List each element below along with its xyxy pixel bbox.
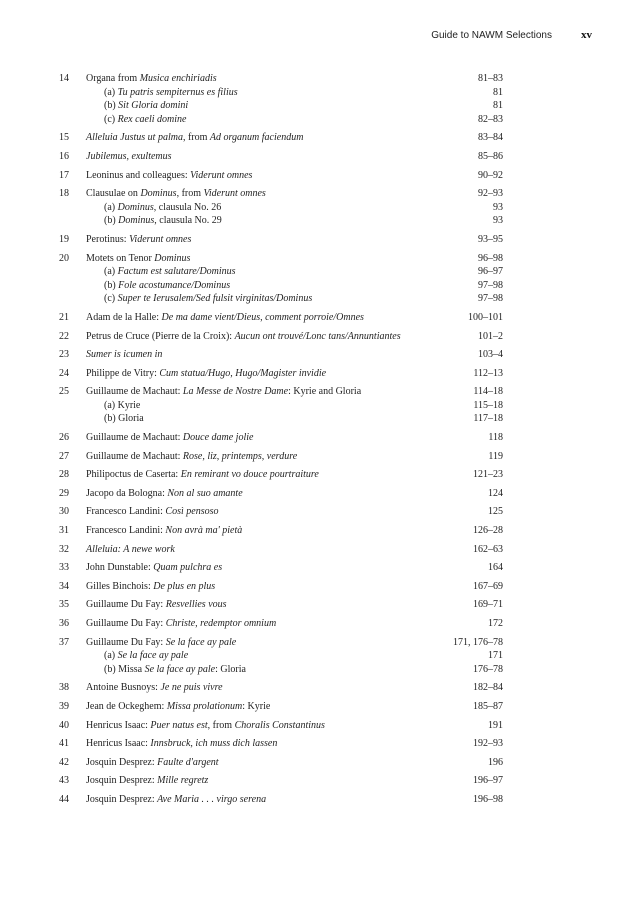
- entry-pages: 119: [488, 450, 503, 462]
- entry-row: [0, 505, 630, 519]
- sub-entry-title: (b) Sit Gloria domini: [104, 100, 189, 112]
- entry-pages: 164: [488, 562, 503, 574]
- sub-entry-title: (a) Kyrie: [104, 399, 141, 411]
- entry-pages: 192–93: [473, 738, 503, 750]
- entry-pages: 114–18: [473, 386, 503, 398]
- entry-number: 36: [59, 618, 69, 629]
- sub-entry-row: [0, 279, 630, 293]
- sub-entry-pages: 96–97: [478, 266, 503, 278]
- entry-row: [0, 450, 630, 464]
- sub-entry-title: (b) Dominus, clausula No. 29: [104, 215, 222, 227]
- entry-title: Guillaume de Machaut: Rose, liz, printemps, verdure: [86, 450, 298, 462]
- list-item: [0, 561, 630, 575]
- list-item: [0, 598, 630, 612]
- entry-pages: 100–101: [468, 311, 503, 323]
- entry-number: 44: [59, 793, 69, 805]
- entry-row: [0, 756, 630, 770]
- sub-entry-pages: 176–78: [473, 663, 503, 675]
- entry-title: Motets on Tenor Dominus: [86, 252, 191, 264]
- sub-entry-row: [0, 399, 630, 413]
- sub-entry-title: (a) Tu patris sempiternus es filius: [104, 86, 238, 98]
- entry-pages: 118: [488, 432, 503, 444]
- entry-title: Alleluia: A newe work: [86, 543, 175, 555]
- entry-row: [0, 681, 630, 695]
- entry-title: Antoine Busnoys: Je ne puis vivre: [86, 682, 223, 694]
- entry-title: Guillaume Du Fay: Resvellies vous: [86, 599, 227, 611]
- entry-number: 33: [59, 562, 69, 574]
- entry-row: [0, 793, 630, 807]
- entry-title: Guillaume Du Fay: Christe, redemptor omnium: [86, 618, 277, 629]
- entry-row: [0, 72, 630, 86]
- entry-row: [0, 737, 630, 751]
- entry-pages: 191: [488, 719, 503, 731]
- list-item: [0, 774, 630, 788]
- entry-number: 30: [59, 506, 69, 518]
- sub-entry-title: (a) Factum est salutare/Dominus: [104, 266, 236, 278]
- entry-row: [0, 348, 630, 362]
- entry-title: Alleluia Justus ut palma, from Ad organum faciendum: [86, 132, 304, 144]
- sub-entry-title: (a) Dominus, clausula No. 26: [104, 201, 222, 213]
- sub-entry-pages: 93: [493, 201, 503, 213]
- entry-number: 32: [59, 543, 69, 555]
- entry-title: Josquin Desprez: Mille regretz: [86, 775, 209, 787]
- sub-entry-row: [0, 113, 630, 127]
- entry-pages: 167–69: [473, 580, 503, 592]
- entry-number: 14: [59, 73, 69, 84]
- entry-row: [0, 367, 630, 381]
- list-item: [0, 719, 630, 733]
- sub-entry-row: [0, 412, 630, 426]
- entry-row: [0, 311, 630, 325]
- list-item: [0, 252, 630, 306]
- list-item: [0, 311, 630, 325]
- entry-row: [0, 468, 630, 482]
- entry-number: 26: [59, 432, 69, 444]
- entry-number: 17: [59, 169, 69, 181]
- entry-title: Guillaume Du Fay: Se la face ay pale: [86, 636, 237, 648]
- entry-pages: 125: [488, 506, 503, 518]
- entry-title: Organa from Musica enchiriadis: [86, 73, 217, 84]
- entry-title: Leoninus and colleagues: Viderunt omnes: [86, 169, 253, 181]
- list-item: [0, 487, 630, 501]
- list-item: [0, 580, 630, 594]
- entry-pages: 196–97: [473, 775, 503, 787]
- sub-entry-title: (a) Se la face ay pale: [104, 650, 189, 662]
- entry-number: 22: [59, 330, 69, 342]
- entry-pages: 172: [488, 618, 503, 629]
- entry-pages: 103–4: [478, 349, 503, 361]
- entry-pages: 112–13: [473, 367, 503, 379]
- entry-row: [0, 617, 630, 631]
- entry-row: [0, 187, 630, 201]
- entry-row: [0, 543, 630, 557]
- entry-title: Gilles Binchois: De plus en plus: [86, 580, 216, 592]
- list-item: [0, 524, 630, 538]
- entry-row: [0, 719, 630, 733]
- entry-title: Perotinus: Viderunt omnes: [86, 233, 192, 245]
- list-item: [0, 431, 630, 445]
- sub-entry-row: [0, 214, 630, 228]
- entry-title: Sumer is icumen in: [86, 349, 163, 361]
- sub-entry-title: (b) Missa Se la face ay pale: Gloria: [104, 663, 246, 675]
- list-item: [0, 756, 630, 770]
- entry-pages: 124: [488, 487, 503, 499]
- entry-number: 40: [59, 719, 69, 731]
- entry-title: Jacopo da Bologna: Non al suo amante: [86, 487, 243, 499]
- list-item: [0, 72, 630, 126]
- sub-entry-pages: 115–18: [473, 399, 503, 411]
- entry-number: 41: [59, 738, 69, 750]
- entry-title: Clausulae on Dominus, from Viderunt omnes: [86, 188, 266, 200]
- entry-number: 24: [59, 367, 69, 379]
- sub-entry-pages: 97–98: [478, 293, 503, 305]
- page-number: xv: [581, 29, 592, 41]
- entry-title: Henricus Isaac: Puer natus est, from Choralis Constantinus: [86, 719, 325, 731]
- list-item: [0, 385, 630, 426]
- entry-row: [0, 598, 630, 612]
- entry-number: 20: [59, 252, 69, 264]
- list-item: [0, 636, 630, 677]
- sub-entry-title: (c) Super te Ierusalem/Sed fulsit virginitas/Dominus: [104, 293, 313, 305]
- entry-pages: 85–86: [478, 150, 503, 162]
- entry-number: 16: [59, 150, 69, 162]
- entry-number: 18: [59, 188, 69, 200]
- sub-entry-pages: 81: [493, 100, 503, 112]
- entry-pages: 96–98: [478, 252, 503, 264]
- sub-entry-row: [0, 265, 630, 279]
- entry-row: [0, 131, 630, 145]
- list-item: [0, 543, 630, 557]
- sub-entry-row: [0, 86, 630, 100]
- entry-title: Guillaume de Machaut: La Messe de Nostre Dame: Kyrie and Gloria: [86, 386, 362, 398]
- list-item: [0, 348, 630, 362]
- sub-entry-pages: 93: [493, 215, 503, 227]
- sub-entry-pages: 97–98: [478, 279, 503, 291]
- sub-entry-row: [0, 663, 630, 677]
- entry-title: Philippe de Vitry: Cum statua/Hugo, Hugo/Magister invidie: [86, 367, 327, 379]
- entry-title: Josquin Desprez: Ave Maria . . . virgo serena: [86, 793, 267, 805]
- entry-pages: 185–87: [473, 700, 503, 712]
- sub-entry-pages: 81: [493, 86, 503, 98]
- entry-title: Henricus Isaac: Innsbruck, ich muss dich lassen: [86, 738, 278, 750]
- entry-number: 42: [59, 756, 69, 768]
- list-item: [0, 450, 630, 464]
- entry-row: [0, 524, 630, 538]
- list-item: [0, 468, 630, 482]
- entry-pages: 196: [488, 756, 503, 768]
- entry-number: 29: [59, 487, 69, 499]
- list-item: [0, 233, 630, 247]
- sub-entry-pages: 82–83: [478, 113, 503, 125]
- sub-entry-row: [0, 201, 630, 215]
- list-item: [0, 737, 630, 751]
- entry-number: 38: [59, 682, 69, 694]
- entry-pages: 171, 176–78: [453, 636, 503, 648]
- list-item: [0, 505, 630, 519]
- entry-pages: 121–23: [473, 469, 503, 481]
- list-item: [0, 681, 630, 695]
- entry-title: Guillaume de Machaut: Douce dame jolie: [86, 432, 254, 444]
- entry-row: [0, 169, 630, 183]
- running-header-title: Guide to NAWM Selections: [431, 30, 552, 41]
- entry-title: Francesco Landini: Non avrà ma' pietà: [86, 525, 243, 537]
- entry-number: 35: [59, 599, 69, 611]
- list-item: [0, 169, 630, 183]
- sub-entry-pages: 171: [488, 650, 503, 662]
- entry-pages: 169–71: [473, 599, 503, 611]
- entry-row: [0, 233, 630, 247]
- entry-row: [0, 580, 630, 594]
- entry-number: 25: [59, 386, 69, 398]
- entry-row: [0, 252, 630, 266]
- entry-row: [0, 636, 630, 650]
- entry-number: 43: [59, 775, 69, 787]
- sub-entry-title: (b) Fole acostumance/Dominus: [104, 279, 231, 291]
- entry-row: [0, 431, 630, 445]
- sub-entry-row: [0, 292, 630, 306]
- sub-entry-row: [0, 99, 630, 113]
- sub-entry-title: (c) Rex caeli domine: [104, 113, 187, 125]
- entry-row: [0, 330, 630, 344]
- entry-number: 34: [59, 580, 69, 592]
- entry-pages: 126–28: [473, 525, 503, 537]
- entry-title: Jean de Ockeghem: Missa prolationum: Kyrie: [86, 700, 271, 712]
- entry-title: Josquin Desprez: Faulte d'argent: [86, 756, 219, 768]
- entry-row: [0, 487, 630, 501]
- entry-pages: 81–83: [478, 73, 503, 84]
- entry-number: 23: [59, 349, 69, 361]
- list-item: [0, 131, 630, 145]
- entry-title: Philipoctus de Caserta: En remirant vo douce pourtraiture: [86, 469, 319, 481]
- entry-number: 39: [59, 700, 69, 712]
- entry-row: [0, 561, 630, 575]
- entry-pages: 83–84: [478, 132, 503, 144]
- entry-row: [0, 700, 630, 714]
- list-item: [0, 617, 630, 631]
- entry-number: 27: [59, 450, 69, 462]
- entry-row: [0, 774, 630, 788]
- list-item: [0, 330, 630, 344]
- list-item: [0, 367, 630, 381]
- running-header: [0, 30, 630, 46]
- sub-entry-pages: 117–18: [473, 413, 503, 425]
- entry-pages: 92–93: [478, 188, 503, 200]
- list-item: [0, 700, 630, 714]
- entry-pages: 162–63: [473, 543, 503, 555]
- entry-title: John Dunstable: Quam pulchra es: [86, 562, 223, 574]
- entry-pages: 90–92: [478, 169, 503, 181]
- selections-list: [0, 72, 630, 812]
- sub-entry-title: (b) Gloria: [104, 413, 144, 425]
- entry-number: 37: [59, 636, 69, 648]
- list-item: [0, 187, 630, 228]
- sub-entry-row: [0, 649, 630, 663]
- entry-number: 21: [59, 311, 69, 323]
- entry-number: 31: [59, 525, 69, 537]
- entry-row: [0, 150, 630, 164]
- entry-pages: 101–2: [478, 330, 503, 342]
- entry-pages: 182–84: [473, 682, 503, 694]
- entry-title: Adam de la Halle: De ma dame vient/Dieus, comment porroie/Omnes: [86, 311, 364, 323]
- entry-pages: 196–98: [473, 793, 503, 805]
- entry-number: 15: [59, 132, 69, 144]
- entry-title: Jubilemus, exultemus: [86, 150, 172, 162]
- list-item: [0, 150, 630, 164]
- entry-number: 19: [59, 233, 69, 245]
- entry-pages: 93–95: [478, 233, 503, 245]
- entry-title: Francesco Landini: Così pensoso: [86, 506, 219, 518]
- list-item: [0, 793, 630, 807]
- entry-title: Petrus de Cruce (Pierre de la Croix): Aucun ont trouvé/Lonc tans/Annuntiantes: [86, 330, 401, 342]
- entry-row: [0, 385, 630, 399]
- entry-number: 28: [59, 469, 69, 481]
